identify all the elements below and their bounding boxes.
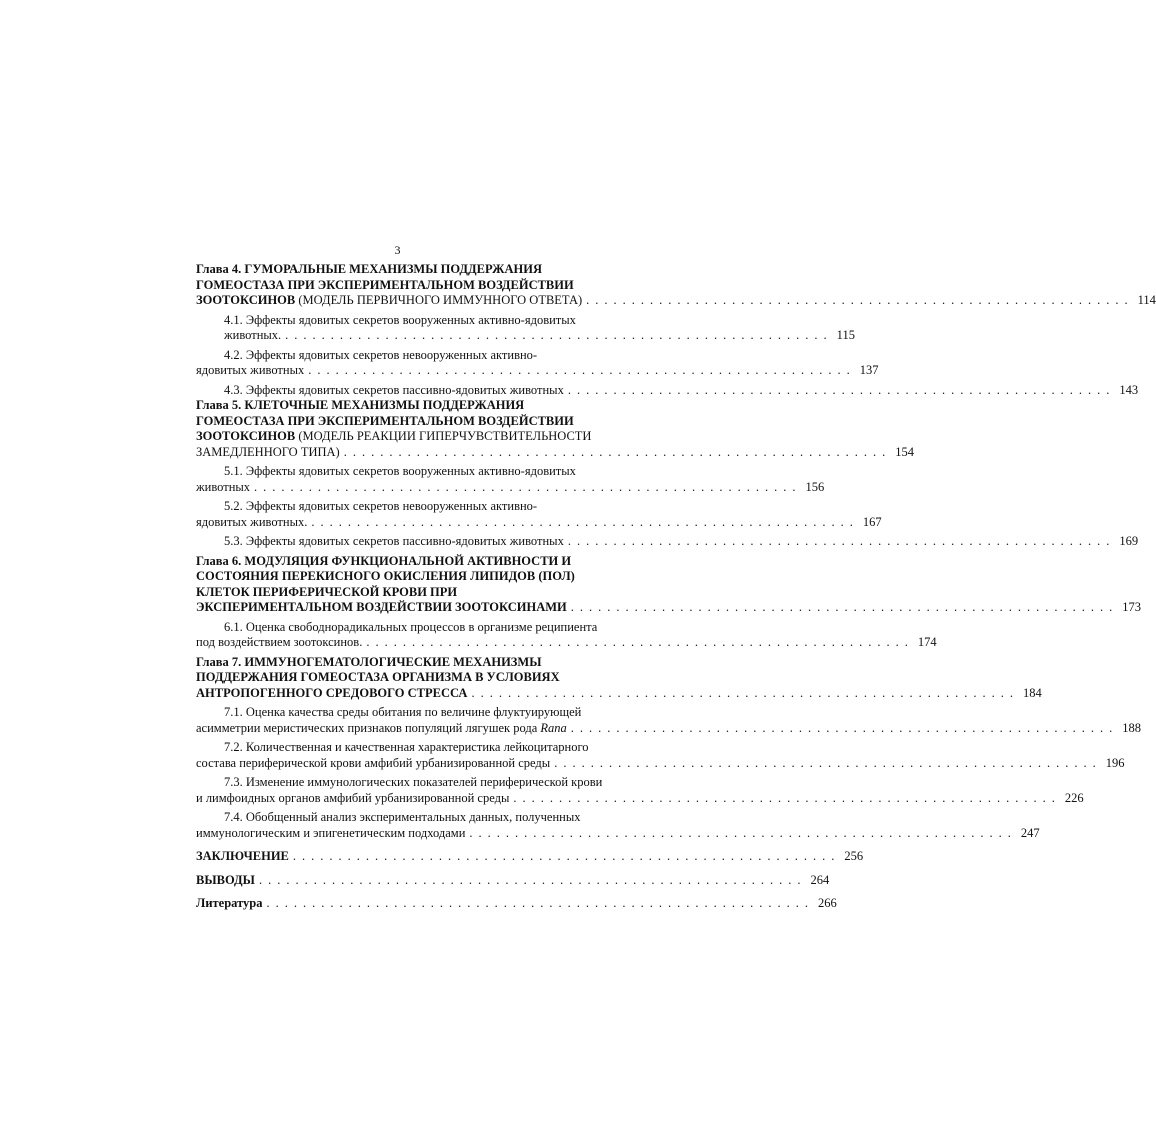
dot-leader: ............................................................ xyxy=(570,600,1119,614)
references-label: Литература xyxy=(196,896,263,910)
section-4-3 xyxy=(196,382,1139,399)
section-5-2-line-1: 5.2. Эффекты ядовитых секретов невооруженных активно- xyxy=(224,499,538,513)
section-5-1-line-2: животных xyxy=(196,479,251,494)
section-7-4 xyxy=(196,810,1040,841)
chapter-4-heading xyxy=(196,262,1156,309)
references-page: 266 xyxy=(818,896,837,910)
section-4-1-page: 115 xyxy=(836,328,855,342)
section-5-2-line-2: ядовитых животных. xyxy=(196,514,308,529)
chapter-5-title-end: ЗАМЕДЛЕННОГО ТИПА) xyxy=(196,444,340,459)
chapter-4-title-bold: ЗООТОКСИНОВ xyxy=(196,293,296,307)
section-4-2-line-2: ядовитых животных xyxy=(196,363,305,377)
dot-leader: ............................................................ xyxy=(254,479,802,494)
section-4-1-line-1: 4.1. Эффекты ядовитых секретов вооруженных активно-ядовитых xyxy=(224,312,576,327)
section-6-1-line-1: 6.1. Оценка свободнорадикальных процессов в организме реципиента xyxy=(224,619,598,634)
page-number: 3 xyxy=(394,243,401,257)
section-7-1-line-2: асимметрии меристических признаков популяций лягушек рода xyxy=(196,720,541,735)
dot-leader: ............................................................ xyxy=(366,635,914,649)
section-4-2-page: 137 xyxy=(859,363,879,377)
chapter-7-page: 184 xyxy=(1022,685,1042,700)
dot-leader: ............................................................ xyxy=(266,896,815,910)
section-7-2-page: 196 xyxy=(1105,755,1125,770)
dot-leader: ............................................................ xyxy=(513,790,1061,805)
findings-label: ВЫВОДЫ xyxy=(196,872,255,887)
section-7-3-line-2: и лимфоидных органов амфибий урбанизированной среды xyxy=(196,790,510,805)
references-entry xyxy=(196,896,837,912)
chapter-6-title-end: ЭКСПЕРИМЕНТАЛЬНОМ ВОЗДЕЙСТВИИ ЗООТОКСИНАМИ xyxy=(196,600,567,614)
section-5-2 xyxy=(196,499,882,530)
dot-leader: ............................................................ xyxy=(471,685,1019,700)
section-4-3-page: 143 xyxy=(1119,382,1139,397)
dot-leader: ............................................................ xyxy=(308,363,856,377)
chapter-5-heading xyxy=(196,398,914,460)
chapter-5-line-1: Глава 5. КЛЕТОЧНЫЕ МЕХАНИЗМЫ ПОДДЕРЖАНИЯ xyxy=(196,398,525,412)
section-7-1-genus: Rana xyxy=(540,720,567,735)
chapter-4-line-1: Глава 4. ГУМОРАЛЬНЫЕ МЕХАНИЗМЫ ПОДДЕРЖАНИЯ xyxy=(196,262,543,276)
dot-leader: ............................................................ xyxy=(311,514,859,529)
section-7-2-line-1: 7.2. Количественная и качественная характеристика лейкоцитарного xyxy=(224,740,589,754)
chapter-6-line-2: СОСТОЯНИЯ ПЕРЕКИСНОГО ОКИСЛЕНИЯ ЛИПИДОВ (ПОЛ) xyxy=(196,569,575,583)
section-6-1 xyxy=(196,619,937,651)
chapter-4-title-rest: (МОДЕЛЬ ПЕРВИЧНОГО ИММУННОГО ОТВЕТА) xyxy=(295,293,583,307)
conclusion-entry xyxy=(196,849,864,865)
chapter-7-line-3 xyxy=(196,685,1042,702)
chapter-5-line-4 xyxy=(196,444,914,461)
section-5-1-line-1: 5.1. Эффекты ядовитых секретов вооруженных активно-ядовитых xyxy=(224,464,576,478)
section-4-1-line-2: животных. xyxy=(224,328,282,342)
chapter-5-line-2: ГОМЕОСТАЗА ПРИ ЭКСПЕРИМЕНТАЛЬНОМ ВОЗДЕЙСТВИИ xyxy=(196,413,574,428)
dot-leader: ............................................................ xyxy=(285,328,833,342)
section-7-1-page: 188 xyxy=(1122,720,1142,735)
section-7-2 xyxy=(196,740,1125,771)
section-4-2 xyxy=(196,347,879,379)
dot-leader: ............................................................ xyxy=(570,720,1119,735)
chapter-4-line-2: ГОМЕОСТАЗА ПРИ ЭКСПЕРИМЕНТАЛЬНОМ ВОЗДЕЙСТВИИ xyxy=(196,277,574,292)
findings-page: 264 xyxy=(810,872,830,887)
section-7-4-line-2: иммунологическим и эпигенетическим подходами xyxy=(196,825,466,840)
conclusion-page: 256 xyxy=(844,849,864,863)
section-7-1-line-1: 7.1. Оценка качества среды обитания по величине флуктуирующей xyxy=(224,705,582,719)
section-7-3-line-1: 7.3. Изменение иммунологических показателей периферической крови xyxy=(224,775,603,789)
conclusion-label: ЗАКЛЮЧЕНИЕ xyxy=(196,849,289,863)
section-7-4-page: 247 xyxy=(1020,825,1040,840)
section-7-1 xyxy=(196,705,1142,736)
dot-leader: ............................................................ xyxy=(469,825,1017,840)
section-4-3-line-1: 4.3. Эффекты ядовитых секретов пассивно-ядовитых животных xyxy=(224,382,564,397)
chapter-6-line-3: КЛЕТОК ПЕРИФЕРИЧЕСКОЙ КРОВИ ПРИ xyxy=(196,584,458,599)
chapter-5-page: 154 xyxy=(895,444,914,459)
section-5-1-page: 156 xyxy=(805,479,825,494)
chapter-4-line-3 xyxy=(196,293,1156,309)
chapter-4-page: 114 xyxy=(1137,293,1156,307)
chapter-7-title-end: АНТРОПОГЕННОГО СРЕДОВОГО СТРЕССА xyxy=(196,685,468,700)
section-5-1 xyxy=(196,464,825,495)
section-7-4-line-1: 7.4. Обобщенный анализ экспериментальных данных, полученных xyxy=(224,810,581,824)
chapter-6-line-1: Глава 6. МОДУЛЯЦИЯ ФУНКЦИОНАЛЬНОЙ АКТИВНОСТИ И xyxy=(196,553,572,568)
section-4-1 xyxy=(196,312,855,344)
section-7-2-line-2: состава периферической крови амфибий урбанизированной среды xyxy=(196,755,551,770)
findings-entry xyxy=(196,872,830,889)
chapter-5-line-3 xyxy=(196,429,636,445)
chapter-5-title-rest: (МОДЕЛЬ РЕАКЦИИ ГИПЕРЧУВСТВИТЕЛЬНОСТИ xyxy=(295,429,592,443)
section-5-3-page: 169 xyxy=(1119,534,1139,548)
dot-leader: ............................................................ xyxy=(567,382,1116,397)
chapter-5-title-bold: ЗООТОКСИНОВ xyxy=(196,429,296,443)
dot-leader: ............................................................ xyxy=(343,444,892,459)
chapter-6-line-4 xyxy=(196,600,1142,616)
chapter-6-page: 173 xyxy=(1122,600,1142,614)
table-of-contents xyxy=(196,262,1156,912)
dot-leader: ............................................................ xyxy=(554,755,1102,770)
dot-leader: ............................................................ xyxy=(586,293,1134,307)
chapter-7-line-2: ПОДДЕРЖАНИЯ ГОМЕОСТАЗА ОРГАНИЗМА В УСЛОВИЯХ xyxy=(196,670,560,684)
section-6-1-line-2: под воздействием зоотоксинов. xyxy=(196,635,363,649)
section-7-3-page: 226 xyxy=(1064,790,1084,805)
chapter-7-heading xyxy=(196,654,1042,702)
dot-leader: ............................................................ xyxy=(292,849,841,863)
dot-leader: ............................................................ xyxy=(567,534,1116,548)
dot-leader: ............................................................ xyxy=(258,872,807,887)
section-4-2-line-1: 4.2. Эффекты ядовитых секретов невооруженных активно- xyxy=(224,347,538,362)
chapter-6-heading xyxy=(196,553,1142,616)
section-5-2-page: 167 xyxy=(862,514,882,529)
section-6-1-page: 174 xyxy=(917,635,937,649)
chapter-7-line-1: Глава 7. ИММУНОГЕМАТОЛОГИЧЕСКИЕ МЕХАНИЗМЫ xyxy=(196,654,542,669)
section-5-3 xyxy=(196,534,1139,550)
section-7-3 xyxy=(196,775,1084,806)
section-5-3-line-1: 5.3. Эффекты ядовитых секретов пассивно-ядовитых животных xyxy=(224,534,564,548)
